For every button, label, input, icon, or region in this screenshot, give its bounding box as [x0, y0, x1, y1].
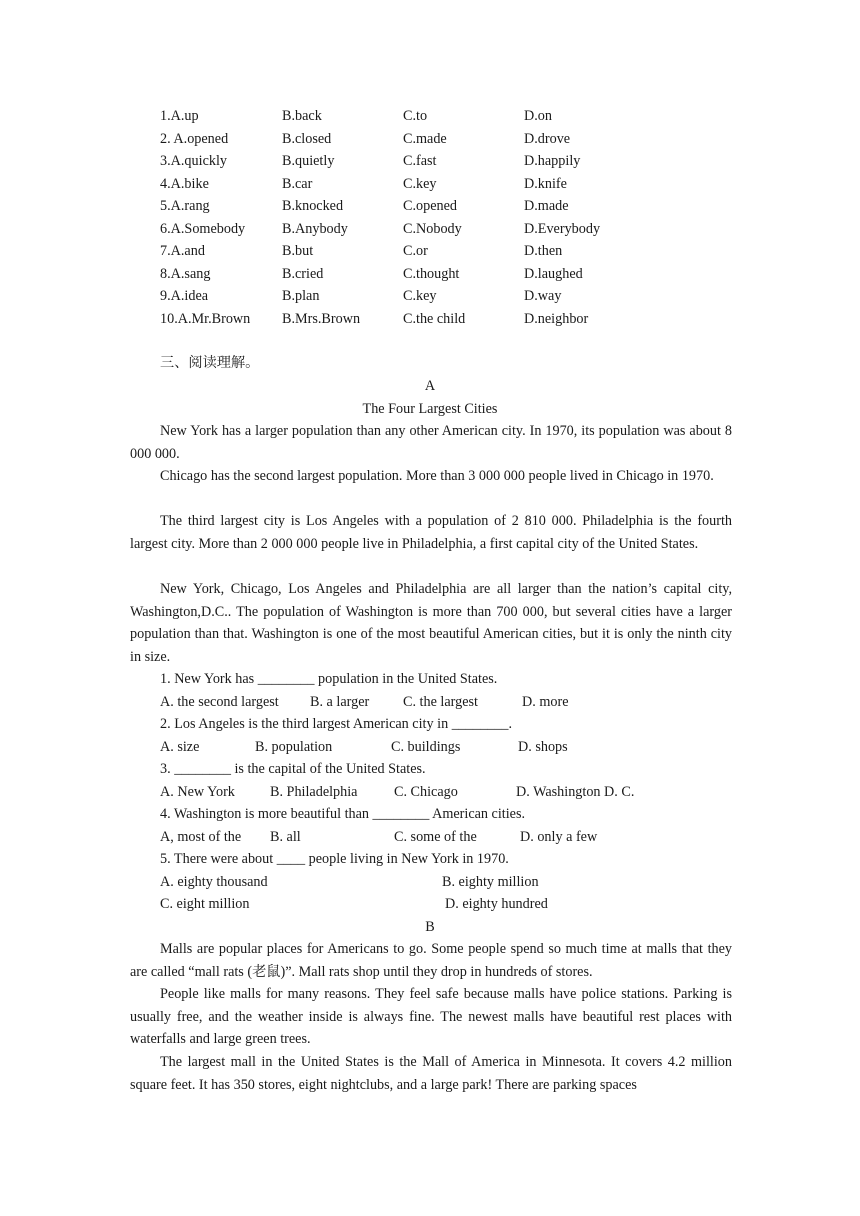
option-row [0, 263, 860, 285]
option-d: D.on [524, 108, 552, 124]
option-row [0, 173, 860, 195]
option-row [0, 285, 860, 307]
answer-option: B. a larger [310, 693, 370, 710]
option-a: 9.A.idea [160, 288, 209, 304]
passage-b-paragraph: People like malls for many reasons. They feel safe because malls have police stations. Parking is usually free, and the weather inside is always fine. The newest malls have beautiful rest places with waterfalls and large green trees. [130, 986, 732, 1048]
option-row [0, 218, 860, 240]
answer-option: B. Philadelphia [270, 783, 358, 800]
option-a: 5.A.rang [160, 198, 210, 214]
option-c: C.key [403, 175, 437, 192]
answer-option: D. Washington D. C. [516, 783, 635, 800]
option-c: C.key [403, 288, 437, 304]
option-c: C.fast [403, 153, 437, 169]
option-d: D.happily [524, 153, 581, 169]
option-c: C.to [403, 108, 428, 124]
option-a: 6.A.Somebody [160, 220, 246, 237]
option-a: 3.A.quickly [160, 153, 227, 169]
option-d: D.made [524, 198, 569, 214]
question-stem: 2. Los Angeles is the third largest American city in ________. [160, 716, 513, 732]
answer-option: C. eight million [160, 896, 250, 912]
answer-option: B. population [255, 738, 333, 755]
option-row [0, 105, 860, 127]
answer-option: B. all [270, 828, 301, 845]
passage-b-letter: B [425, 918, 435, 935]
passage-a-paragraph: Chicago has the second largest population. More than 3 000 000 people lived in Chicago in 1970. [160, 468, 714, 484]
option-c: C.thought [403, 265, 460, 282]
option-a: 7.A.and [160, 243, 205, 259]
option-b: B.cried [282, 265, 324, 282]
option-a: 1.A.up [160, 108, 199, 124]
passage-a-paragraph: New York has a larger population than any other American city. In 1970, its population was about 8 000 000. [130, 423, 732, 462]
answer-option: C. Chicago [394, 783, 458, 800]
option-b: B.back [282, 108, 322, 124]
option-row [0, 240, 860, 262]
option-d: D.then [524, 243, 563, 259]
answer-option: A. the second largest [160, 693, 279, 710]
option-row [0, 150, 860, 172]
passage-b-paragraph: The largest mall in the United States is the Mall of America in Minnesota. It covers 4.2 million square feet. It has 350 stores, eight nightclubs, and a large park! There are parking spaces [130, 1054, 732, 1093]
option-b: B.but [282, 243, 314, 259]
option-row [0, 128, 860, 150]
option-d: D.neighbor [524, 310, 589, 327]
option-c: C.Nobody [403, 220, 462, 237]
option-a: 4.A.bike [160, 175, 209, 192]
option-c: C.the child [403, 310, 466, 327]
passage-a-paragraph: The third largest city is Los Angeles with a population of 2 810 000. Philadelphia is the fourth largest city. More than 2 000 000 people live in Philadelphia, a first capital city of the United States. [130, 513, 732, 552]
section-heading: 三、阅读理解。 [160, 355, 260, 371]
question-stem: 5. There were about ____ people living in New York in 1970. [160, 851, 509, 867]
option-a: 10.A.Mr.Brown [160, 310, 251, 327]
option-b: B.Mrs.Brown [282, 310, 361, 327]
passage-b-paragraph: Malls are popular places for Americans to go. Some people spend so much time at malls that they are called “mall rats (老鼠)”. Mall rats shop until they drop in hundreds of stores. [130, 941, 732, 980]
question-stem: 1. New York has ________ population in the United States. [160, 671, 498, 687]
answer-option: A. size [160, 738, 200, 755]
answer-option: C. the largest [403, 693, 478, 710]
option-b: B.plan [282, 288, 320, 304]
option-b: B.car [282, 175, 313, 192]
answer-option: A, most of the [160, 828, 242, 845]
answer-option: D. eighty hundred [445, 896, 548, 912]
option-d: D.Everybody [524, 220, 601, 237]
answer-option: B. eighty million [442, 873, 539, 890]
passage-a-title: The Four Largest Cities [362, 400, 498, 417]
option-b: B.quietly [282, 153, 335, 169]
question-stem: 4. Washington is more beautiful than ________ American cities. [160, 806, 526, 822]
option-d: D.laughed [524, 265, 583, 282]
answer-option: C. buildings [391, 738, 461, 755]
option-c: C.opened [403, 198, 457, 214]
answer-option: D. more [522, 693, 569, 710]
option-b: B.Anybody [282, 220, 348, 237]
option-b: B.knocked [282, 198, 344, 214]
answer-option: D. only a few [520, 828, 598, 845]
option-d: D.way [524, 288, 562, 304]
option-c: C.made [403, 130, 447, 147]
option-row [0, 195, 860, 217]
answer-option: D. shops [518, 738, 568, 755]
option-a: 8.A.sang [160, 265, 211, 282]
passage-a-paragraph: New York, Chicago, Los Angeles and Philadelphia are all larger than the nation’s capital city, Washington,D.C.. The population of Washington is more than 700 000, but several cities have a larger population than that. Washington is one of the most beautiful American cities, but it is only the ninth city in size. [130, 581, 732, 665]
passage-a-letter: A [424, 378, 436, 394]
option-d: D.drove [524, 130, 571, 147]
answer-option: A. eighty thousand [160, 873, 268, 890]
option-b: B.closed [282, 130, 332, 147]
option-c: C.or [403, 243, 428, 259]
option-d: D.knife [524, 175, 567, 192]
option-row [0, 308, 860, 330]
answer-option: C. some of the [394, 828, 477, 845]
question-stem: 3. ________ is the capital of the United States. [160, 761, 426, 777]
answer-option: A. New York [160, 783, 235, 800]
option-a: 2. A.opened [160, 130, 229, 147]
